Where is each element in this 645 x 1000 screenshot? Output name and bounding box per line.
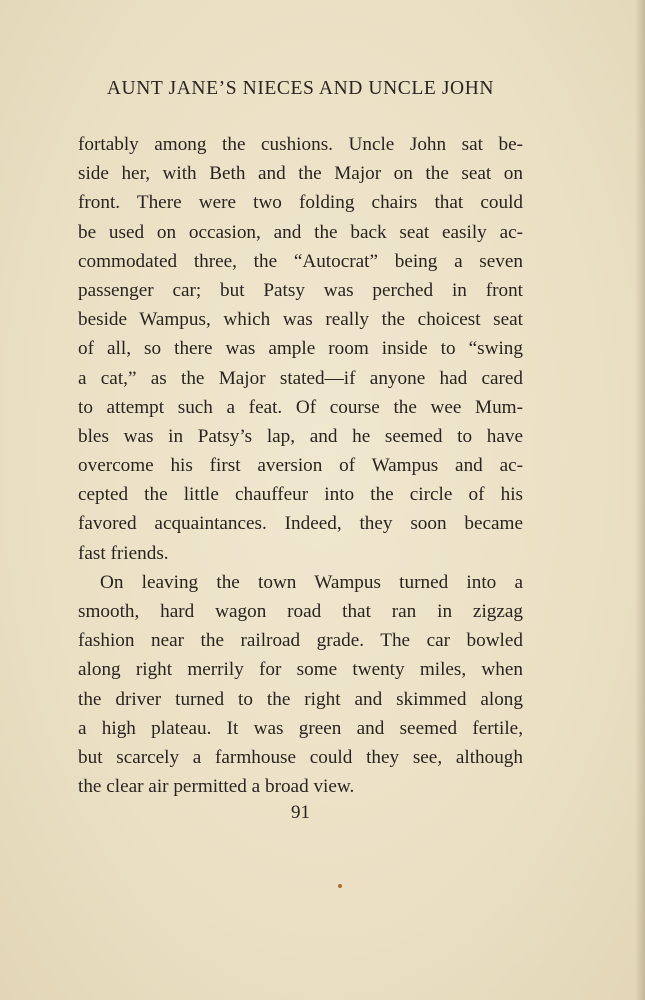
text-line: On leaving the town Wampus turned into a [100,571,523,593]
running-head: AUNT JANE’S NIECES AND UNCLE JOHN [106,78,495,99]
text-line: of all, so there was ample room inside to “swing [78,338,523,360]
text-line: cepted the little chauffeur into the circle of his [78,484,523,506]
text-line: a cat,” as the Major stated—if anyone had cared [78,367,523,389]
text-line: the driver turned to the right and skimmed along [78,688,523,710]
page-number: 91 [291,802,310,823]
text-line: overcome his first aversion of Wampus and ac- [78,455,523,477]
text-line: be used on occasion, and the back seat easily ac- [78,221,523,243]
text-line: along right merrily for some twenty miles, when [78,659,523,681]
text-line: but scarcely a farmhouse could they see, although [78,746,523,768]
text-line: to attempt such a feat. Of course the wee Mum- [78,396,523,418]
text-line: side her, with Beth and the Major on the seat on [78,163,523,185]
text-line: fortably among the cushions. Uncle John sat be- [78,134,523,155]
text-line: fashion near the railroad grade. The car bowled [78,630,523,652]
text-line: front. There were two folding chairs that could [78,192,523,214]
text-line: the clear air permitted a broad view. [78,776,355,798]
text-line: bles was in Patsy’s lap, and he seemed to have [78,425,523,447]
text-line: a high plateau. It was green and seemed fertile, [78,717,523,739]
page-edge-shadow [635,0,645,1000]
text-line: fast friends. [78,542,169,564]
text-line: passenger car; but Patsy was perched in front [78,279,523,301]
text-line: favored acquaintances. Indeed, they soon became [78,513,523,535]
text-line: beside Wampus, which was really the choicest seat [78,309,523,331]
body-text [78,130,523,801]
paper-speck [338,884,342,888]
text-line: commodated three, the “Autocrat” being a seven [78,250,523,272]
text-line: smooth, hard wagon road that ran in zigzag [78,601,523,622]
